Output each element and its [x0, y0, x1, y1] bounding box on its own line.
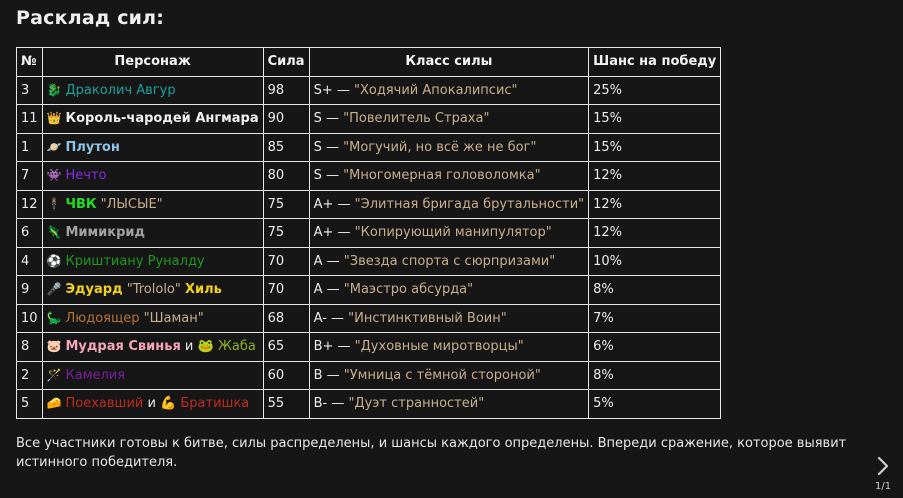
power-value: 80: [263, 162, 309, 191]
header-power: Сила: [263, 48, 309, 77]
win-chance-value: 12%: [589, 162, 721, 191]
power-class-cell: [309, 247, 589, 276]
table-row: [17, 361, 721, 390]
character-name-part: Плутон: [65, 139, 120, 155]
row-number: 10: [17, 304, 43, 333]
character-emoji-icon: 🐉: [46, 82, 62, 97]
header-power-class: Класс силы: [309, 48, 589, 77]
power-grade: A- —: [313, 310, 349, 326]
character-emoji-icon: 🕴: [46, 196, 62, 211]
character-name-part: Нечто: [65, 168, 107, 184]
character-cell: [42, 361, 263, 390]
power-value: 98: [263, 76, 309, 105]
power-grade: S+ —: [313, 82, 355, 98]
character-name-part: Эдуард: [65, 282, 123, 298]
row-number: 3: [17, 76, 43, 105]
character-emoji-icon: 🦎: [46, 225, 62, 240]
power-value: 70: [263, 247, 309, 276]
character-cell: [42, 76, 263, 105]
character-name-part: Жаба: [217, 339, 256, 355]
power-grade: A —: [313, 253, 344, 269]
power-class-title: "Звезда спорта с сюрпризами": [343, 253, 556, 269]
character-cell: [42, 304, 263, 333]
character-emoji-icon: 🦕: [46, 310, 62, 325]
character-emoji-icon: 🧀: [46, 396, 62, 411]
power-grade: A+ —: [313, 196, 355, 212]
power-grade: S —: [313, 168, 344, 184]
character-cell: [42, 390, 263, 419]
table-header-row: [17, 48, 721, 77]
header-character: Персонаж: [42, 48, 263, 77]
header-win-chance: Шанс на победу: [589, 48, 721, 77]
character-cell: [42, 162, 263, 191]
power-value: 70: [263, 276, 309, 305]
page-indicator: 1/1: [875, 481, 892, 492]
row-number: 4: [17, 247, 43, 276]
page-title: Расклад сил:: [16, 7, 165, 29]
power-class-title: "Элитная бригада брутальности": [354, 196, 585, 212]
character-name-part: Камелия: [65, 367, 126, 383]
character-emoji-icon: 👑: [46, 111, 62, 126]
power-value: 65: [263, 333, 309, 362]
table-body: [17, 76, 721, 418]
power-class-cell: [309, 105, 589, 134]
character-name-part: Мудрая Свинья: [65, 339, 181, 355]
power-class-title: "Маэстро абсурда": [343, 282, 474, 298]
table-row: [17, 76, 721, 105]
character-name-part: Драколич Авгур: [65, 82, 176, 98]
power-class-title: "Инстинктивный Воин": [348, 310, 507, 326]
power-value: 55: [263, 390, 309, 419]
win-chance-value: 7%: [589, 304, 721, 333]
character-name-part: Людоящер: [65, 310, 140, 326]
power-grade: S —: [313, 139, 344, 155]
table-header: [17, 48, 721, 77]
power-class-title: "Дуэт странностей": [348, 396, 485, 412]
character-cell: [42, 276, 263, 305]
character-cell: [42, 190, 263, 219]
character-name-part: Хиль: [185, 282, 222, 298]
character-cell: [42, 247, 263, 276]
power-class-title: "Духовные миротворцы": [354, 339, 524, 355]
table-row: [17, 333, 721, 362]
power-grade: B- —: [313, 396, 349, 412]
power-grade: S —: [313, 111, 344, 127]
win-chance-value: 15%: [589, 105, 721, 134]
power-value: 90: [263, 105, 309, 134]
win-chance-value: 25%: [589, 76, 721, 105]
next-page-button[interactable]: [873, 454, 893, 478]
character-cell: [42, 333, 263, 362]
power-class-title: "Многомерная головоломка": [343, 168, 541, 184]
character-cell: [42, 105, 263, 134]
power-class-cell: [309, 361, 589, 390]
power-class-cell: [309, 133, 589, 162]
win-chance-value: 8%: [589, 361, 721, 390]
power-class-title: "Могучий, но всё же не бог": [343, 139, 537, 155]
power-grade: B+ —: [313, 339, 355, 355]
table-row: [17, 219, 721, 248]
table-row: [17, 162, 721, 191]
character-name-part: и: [180, 339, 198, 355]
row-number: 5: [17, 390, 43, 419]
character-name-part: Братишка: [180, 396, 250, 412]
power-class-cell: [309, 304, 589, 333]
character-emoji-icon: 🪄: [46, 367, 62, 382]
table-row: [17, 304, 721, 333]
header-number: №: [17, 48, 43, 77]
character-name-part: Криштиану Руналду: [65, 253, 205, 269]
win-chance-value: 12%: [589, 190, 721, 219]
power-class-cell: [309, 190, 589, 219]
summary-text: Все участники готовы к битве, силы распределены, и шансы каждого определены. Впереди сражение, которое выявит истинного победителя.: [16, 436, 847, 470]
power-class-cell: [309, 390, 589, 419]
table-row: [17, 190, 721, 219]
character-name-part: "Шаман": [139, 310, 204, 326]
row-number: 6: [17, 219, 43, 248]
power-grade: B —: [313, 367, 344, 383]
character-name-part: и: [143, 396, 161, 412]
win-chance-value: 12%: [589, 219, 721, 248]
character-name-part: "ЛЫСЫЕ": [96, 196, 163, 212]
power-grade: A+ —: [313, 225, 355, 241]
win-chance-value: 10%: [589, 247, 721, 276]
win-chance-value: 6%: [589, 333, 721, 362]
power-class-title: "Копирующий манипулятор": [354, 225, 552, 241]
power-class-title: "Ходячий Апокалипсис": [354, 82, 518, 98]
character-emoji-icon: 👾: [46, 168, 62, 183]
power-value: 60: [263, 361, 309, 390]
row-number: 7: [17, 162, 43, 191]
win-chance-value: 5%: [589, 390, 721, 419]
character-emoji-icon: ⚽: [46, 253, 62, 268]
character-cell: [42, 133, 263, 162]
power-grade: A —: [313, 282, 344, 298]
power-class-title: "Повелитель Страха": [343, 111, 490, 127]
power-class-title: "Умница с тёмной стороной": [343, 367, 541, 383]
table-row: [17, 390, 721, 419]
chevron-right-icon: [873, 454, 893, 478]
table-row: [17, 247, 721, 276]
character-name-part: Мимикрид: [65, 225, 146, 241]
row-number: 11: [17, 105, 43, 134]
row-number: 9: [17, 276, 43, 305]
power-class-cell: [309, 276, 589, 305]
power-class-cell: [309, 162, 589, 191]
power-value: 68: [263, 304, 309, 333]
table-row: [17, 276, 721, 305]
character-cell: [42, 219, 263, 248]
character-emoji-icon: 🐷: [46, 339, 62, 354]
character-name-part: 🐸: [197, 339, 218, 355]
character-name-part: Поехавший: [65, 396, 144, 412]
row-number: 2: [17, 361, 43, 390]
character-emoji-icon: 🎤: [46, 282, 62, 297]
power-value: 75: [263, 190, 309, 219]
row-number: 8: [17, 333, 43, 362]
power-class-cell: [309, 333, 589, 362]
power-value: 85: [263, 133, 309, 162]
table-row: [17, 133, 721, 162]
character-emoji-icon: 🪐: [46, 139, 62, 154]
character-name-part: Король-чародей Ангмара: [65, 111, 259, 127]
row-number: 1: [17, 133, 43, 162]
character-name-part: ЧВК: [65, 196, 97, 212]
power-class-cell: [309, 76, 589, 105]
win-chance-value: 15%: [589, 133, 721, 162]
row-number: 12: [17, 190, 43, 219]
win-chance-value: 8%: [589, 276, 721, 305]
character-name-part: 💪: [160, 396, 181, 412]
character-name-part: "Trololo": [122, 282, 185, 298]
power-class-cell: [309, 219, 589, 248]
power-value: 75: [263, 219, 309, 248]
table-row: [17, 105, 721, 134]
forces-table: [16, 47, 721, 419]
